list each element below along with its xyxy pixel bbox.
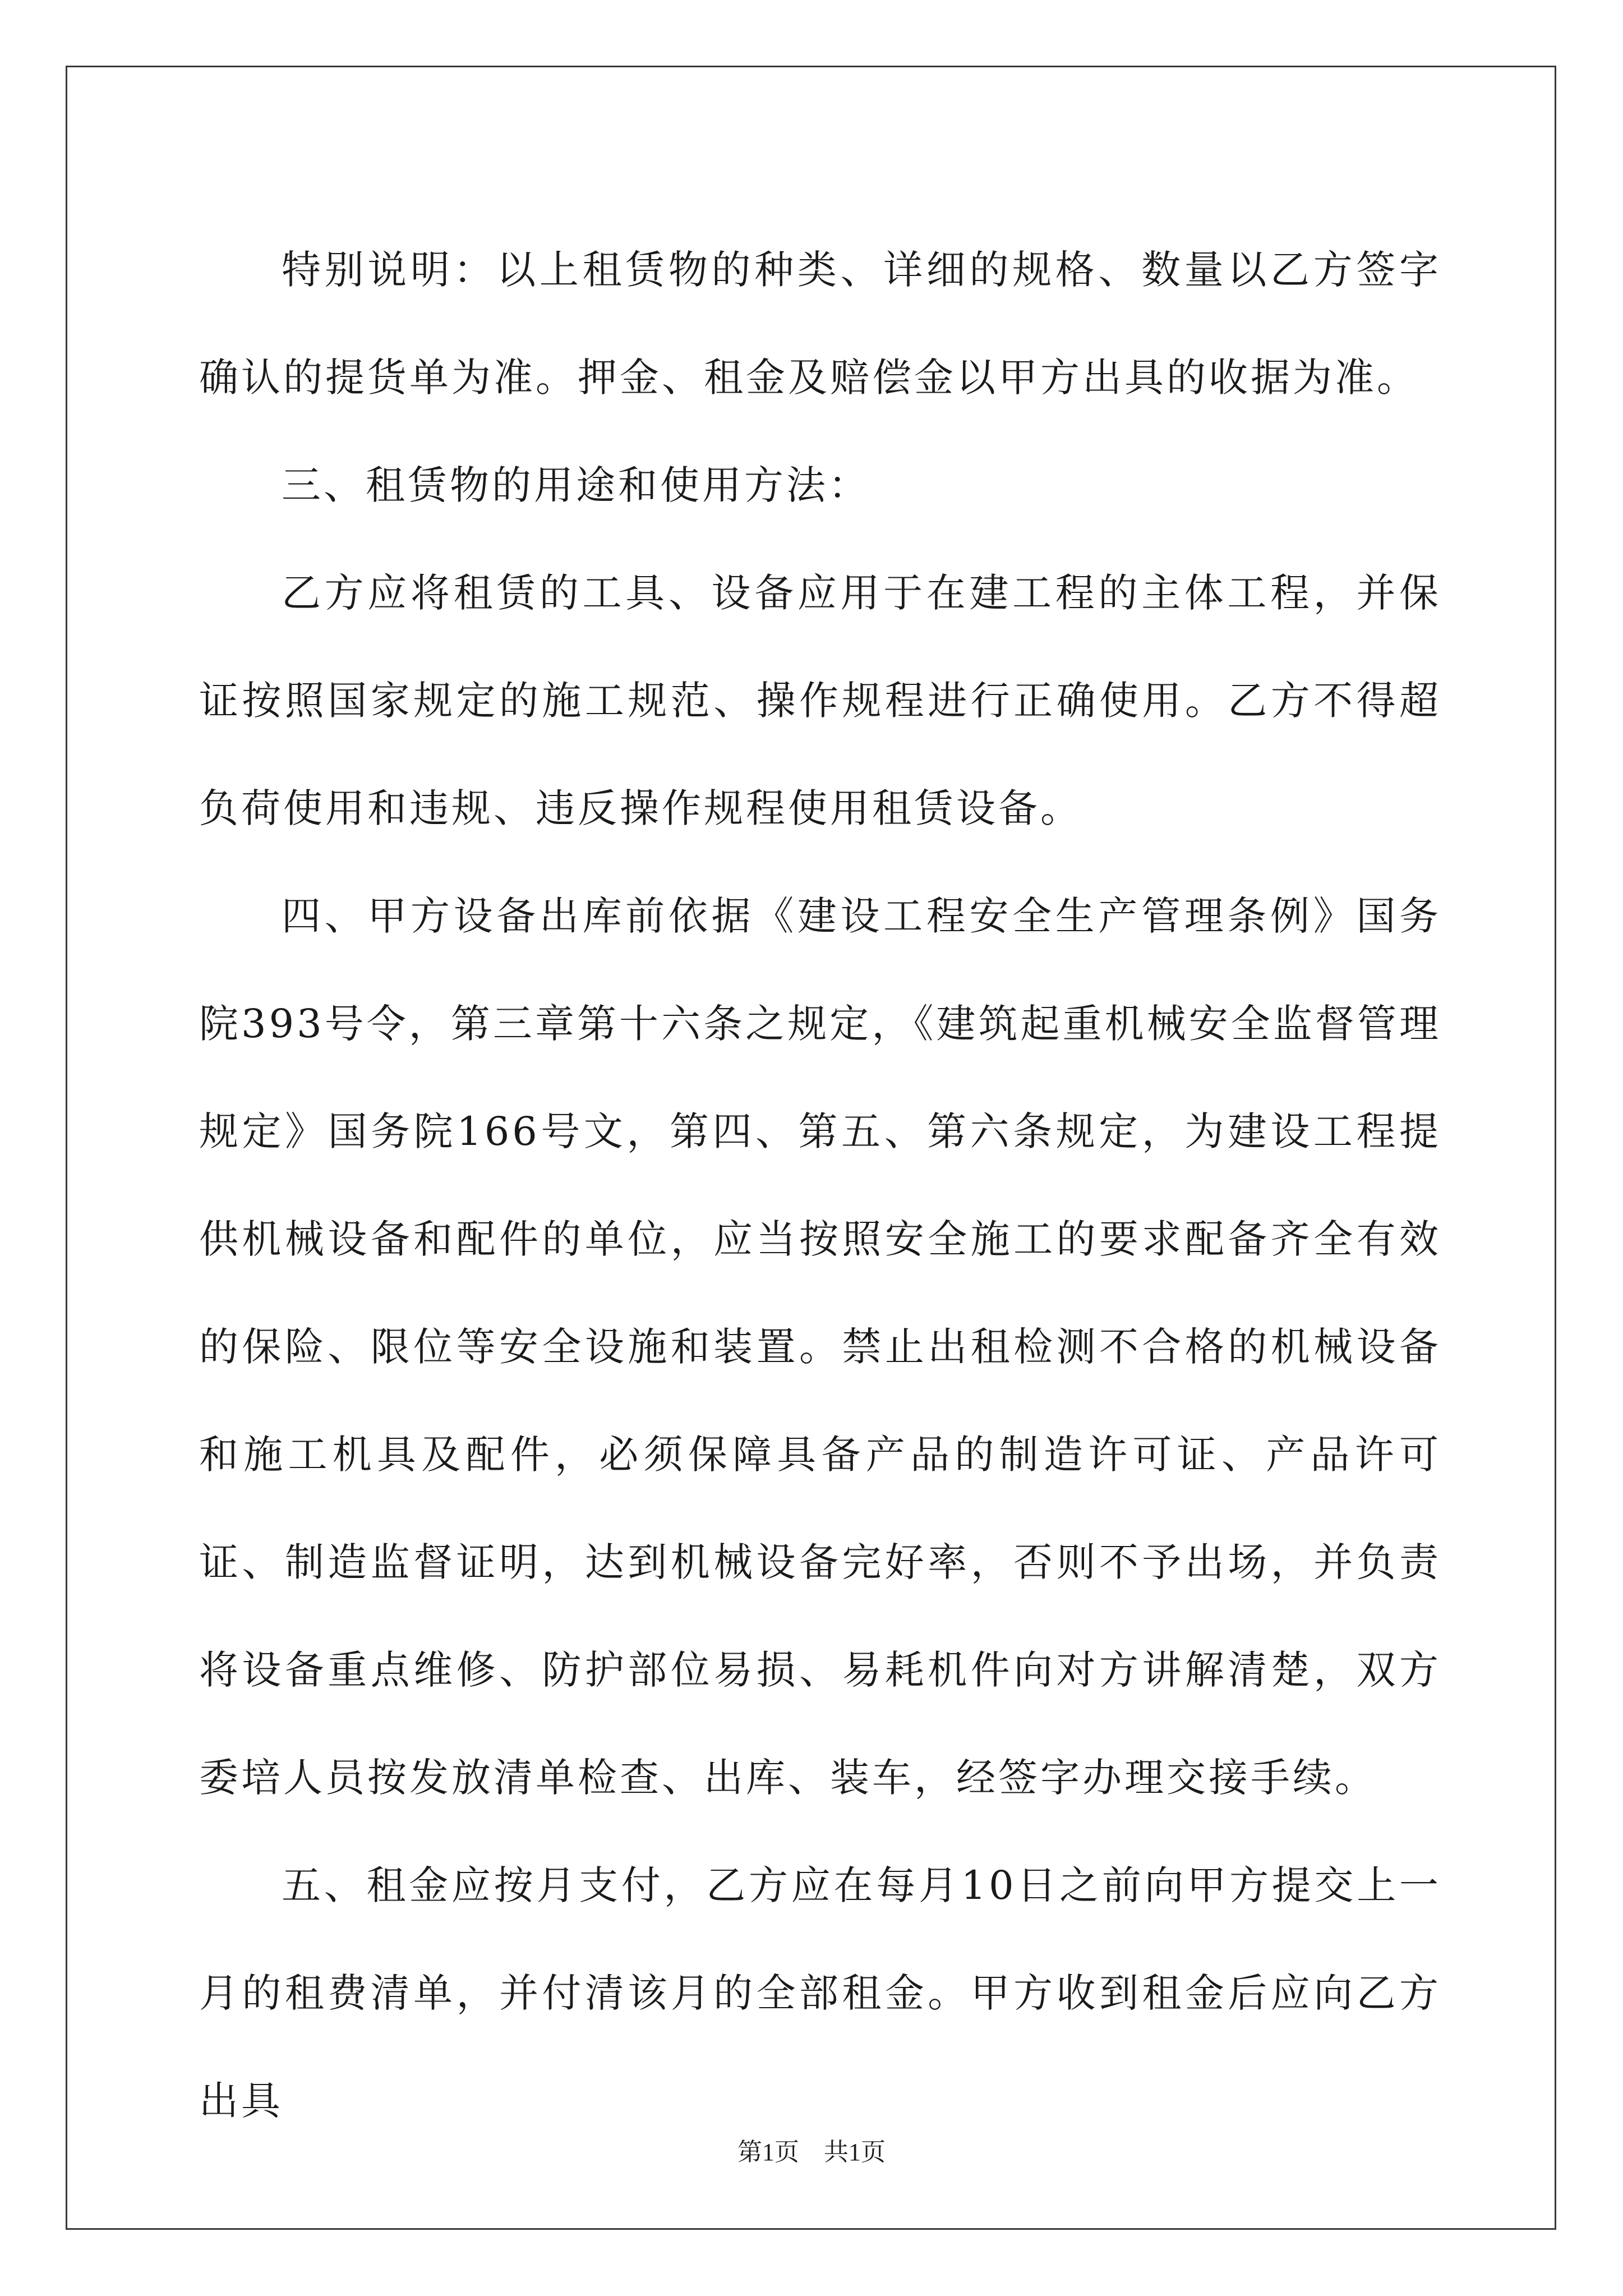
paragraph-special-note: 特别说明：以上租赁物的种类、详细的规格、数量以乙方签字确认的提货单为准。押金、租金及赔偿金以甲方出具的收据为准。 — [199, 247, 1441, 401]
paragraph-section-3-heading: 三、租赁物的用途和使用方法： — [282, 462, 870, 508]
document-body — [199, 216, 1441, 2155]
paragraph-section-5: 五、租金应按月支付，乙方应在每月10日之前向甲方提交上一月的租费清单，并付清该月的全部租金。甲方收到租金后应向乙方出具 — [199, 1862, 1441, 2124]
page-number-footer: 第1页 共1页 — [737, 2138, 886, 2166]
paragraph-section-3-body: 乙方应将租赁的工具、设备应用于在建工程的主体工程，并保证按照国家规定的施工规范、操作规程进行正确使用。乙方不得超负荷使用和违规、违反操作规程使用租赁设备。 — [199, 570, 1441, 831]
paragraph-section-4: 四、甲方设备出库前依据《建设工程安全生产管理条例》国务院393号令，第三章第十六条之规定，《建筑起重机械安全监督管理规定》国务院166号文，第四、第五、第六条规定，为建设工程提供机械设备和配件的单位，应当按照安全施工的要求配备齐全有效的保险、限位等安全设施和装置。禁止出租检测不合格的机械设备和施工机具及配件，必须保障具备产品的制造许可证、产品许可证、制造监督证明，达到机械设备完好率，否则不予出场，并负责将设备重点维修、防护部位易损、易耗机件向对方讲解清楚，双方委培人员按发放清单检查、出库、装车，经签字办理交接手续。 — [199, 893, 1441, 1801]
